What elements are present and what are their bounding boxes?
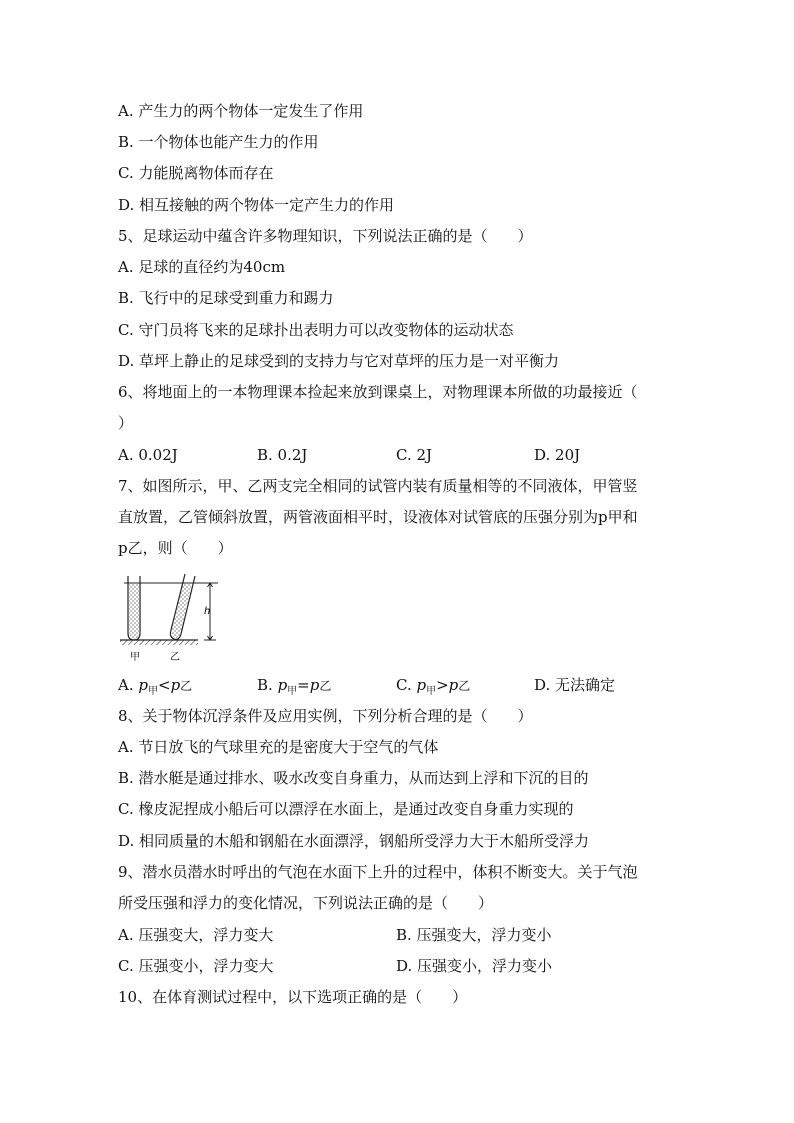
q5-option-d: D. 草坪上静止的足球受到的支持力与它对草坪的压力是一对平衡力	[118, 352, 560, 370]
q7-stem-line3: p乙，则（ ）	[118, 539, 233, 557]
q8-option-b: B. 潜水艇是通过排水、吸水改变自身重力，从而达到上浮和下沉的目的	[118, 769, 589, 787]
q8-option-c: C. 橡皮泥捏成小船后可以漂浮在水面上，是通过改变自身重力实现的	[118, 800, 574, 818]
q9-option-d: D. 压强变小，浮力变小	[396, 957, 553, 975]
tube-label-yi: 乙	[170, 652, 180, 663]
q4-option-c: C. 力能脱离物体而存在	[118, 164, 274, 182]
q9-options-row2	[118, 956, 678, 976]
q5-option-b: B. 飞行中的足球受到重力和踢力	[118, 289, 334, 307]
q6-stem-line2: ）	[118, 414, 134, 432]
q9-option-c: C. 压强变小，浮力变大	[118, 957, 274, 975]
test-tube-diagram	[118, 570, 228, 670]
q8-option-d: D. 相同质量的木船和钢船在水面漂浮，钢船所受浮力大于木船所受浮力	[118, 832, 590, 850]
q8-option-a: A. 节日放飞的气球里充的是密度大于空气的气体	[118, 738, 439, 756]
q6-options	[118, 445, 678, 465]
q9-stem-line2: 所受压强和浮力的变化情况，下列说法正确的是（ ）	[118, 894, 494, 912]
q4-option-b: B. 一个物体也能产生力的作用	[118, 133, 319, 151]
q7-stem-line2: 直放置，乙管倾斜放置，两管液面相平时，设液体对试管底的压强分别为p甲和	[118, 508, 638, 526]
q5-option-c: C. 守门员将飞来的足球扑出表明力可以改变物体的运动状态	[118, 321, 514, 339]
q10-stem: 10、在体育测试过程中，以下选项正确的是（ ）	[118, 988, 468, 1006]
q7-option-c: C. $p_甲>p$乙	[396, 676, 471, 697]
q5-option-a: A. 足球的直径约为40cm	[118, 258, 286, 276]
q9-options-row1	[118, 925, 678, 945]
q4-option-a: A. 产生力的两个物体一定发生了作用	[118, 102, 364, 120]
tube-jia-liquid	[129, 583, 139, 639]
q7-option-b: B. $p_甲=p$乙	[257, 676, 332, 697]
q6-option-b: B. 0.2J	[257, 446, 308, 464]
q8-stem: 8、关于物体沉浮条件及应用实例，下列分析合理的是（ ）	[118, 707, 533, 725]
q9-option-b: B. 压强变大，浮力变小	[396, 926, 552, 944]
q4-option-d: D. 相互接触的两个物体一定产生力的作用	[118, 196, 395, 214]
ground-hatch	[120, 640, 198, 645]
q9-stem-line1: 9、潜水员潜水时呼出的气泡在水面下上升的过程中，体积不断变大。关于气泡	[118, 863, 638, 881]
q7-option-a: A. $p_甲<p$乙	[118, 676, 193, 697]
test-tube-figure	[118, 570, 228, 670]
q6-stem-line1: 6、将地面上的一本物理课本捡起来放到课桌上，对物理课本所做的功最接近（	[118, 383, 638, 401]
q6-option-d: D. 20J	[534, 446, 581, 464]
q7-stem-line1: 7、如图所示，甲、乙两支完全相同的试管内装有质量相等的不同液体，甲管竖	[118, 477, 638, 495]
height-label: h	[204, 606, 211, 617]
q7-options	[118, 675, 678, 695]
q6-option-c: C. 2J	[396, 446, 433, 464]
tube-label-jia: 甲	[130, 652, 140, 663]
q5-stem: 5、足球运动中蕴含许多物理知识，下列说法正确的是（ ）	[118, 227, 533, 245]
q6-option-a: A. 0.02J	[118, 446, 178, 464]
q7-option-d: D. 无法确定	[534, 676, 616, 694]
q9-option-a: A. 压强变大，浮力变大	[118, 926, 274, 944]
